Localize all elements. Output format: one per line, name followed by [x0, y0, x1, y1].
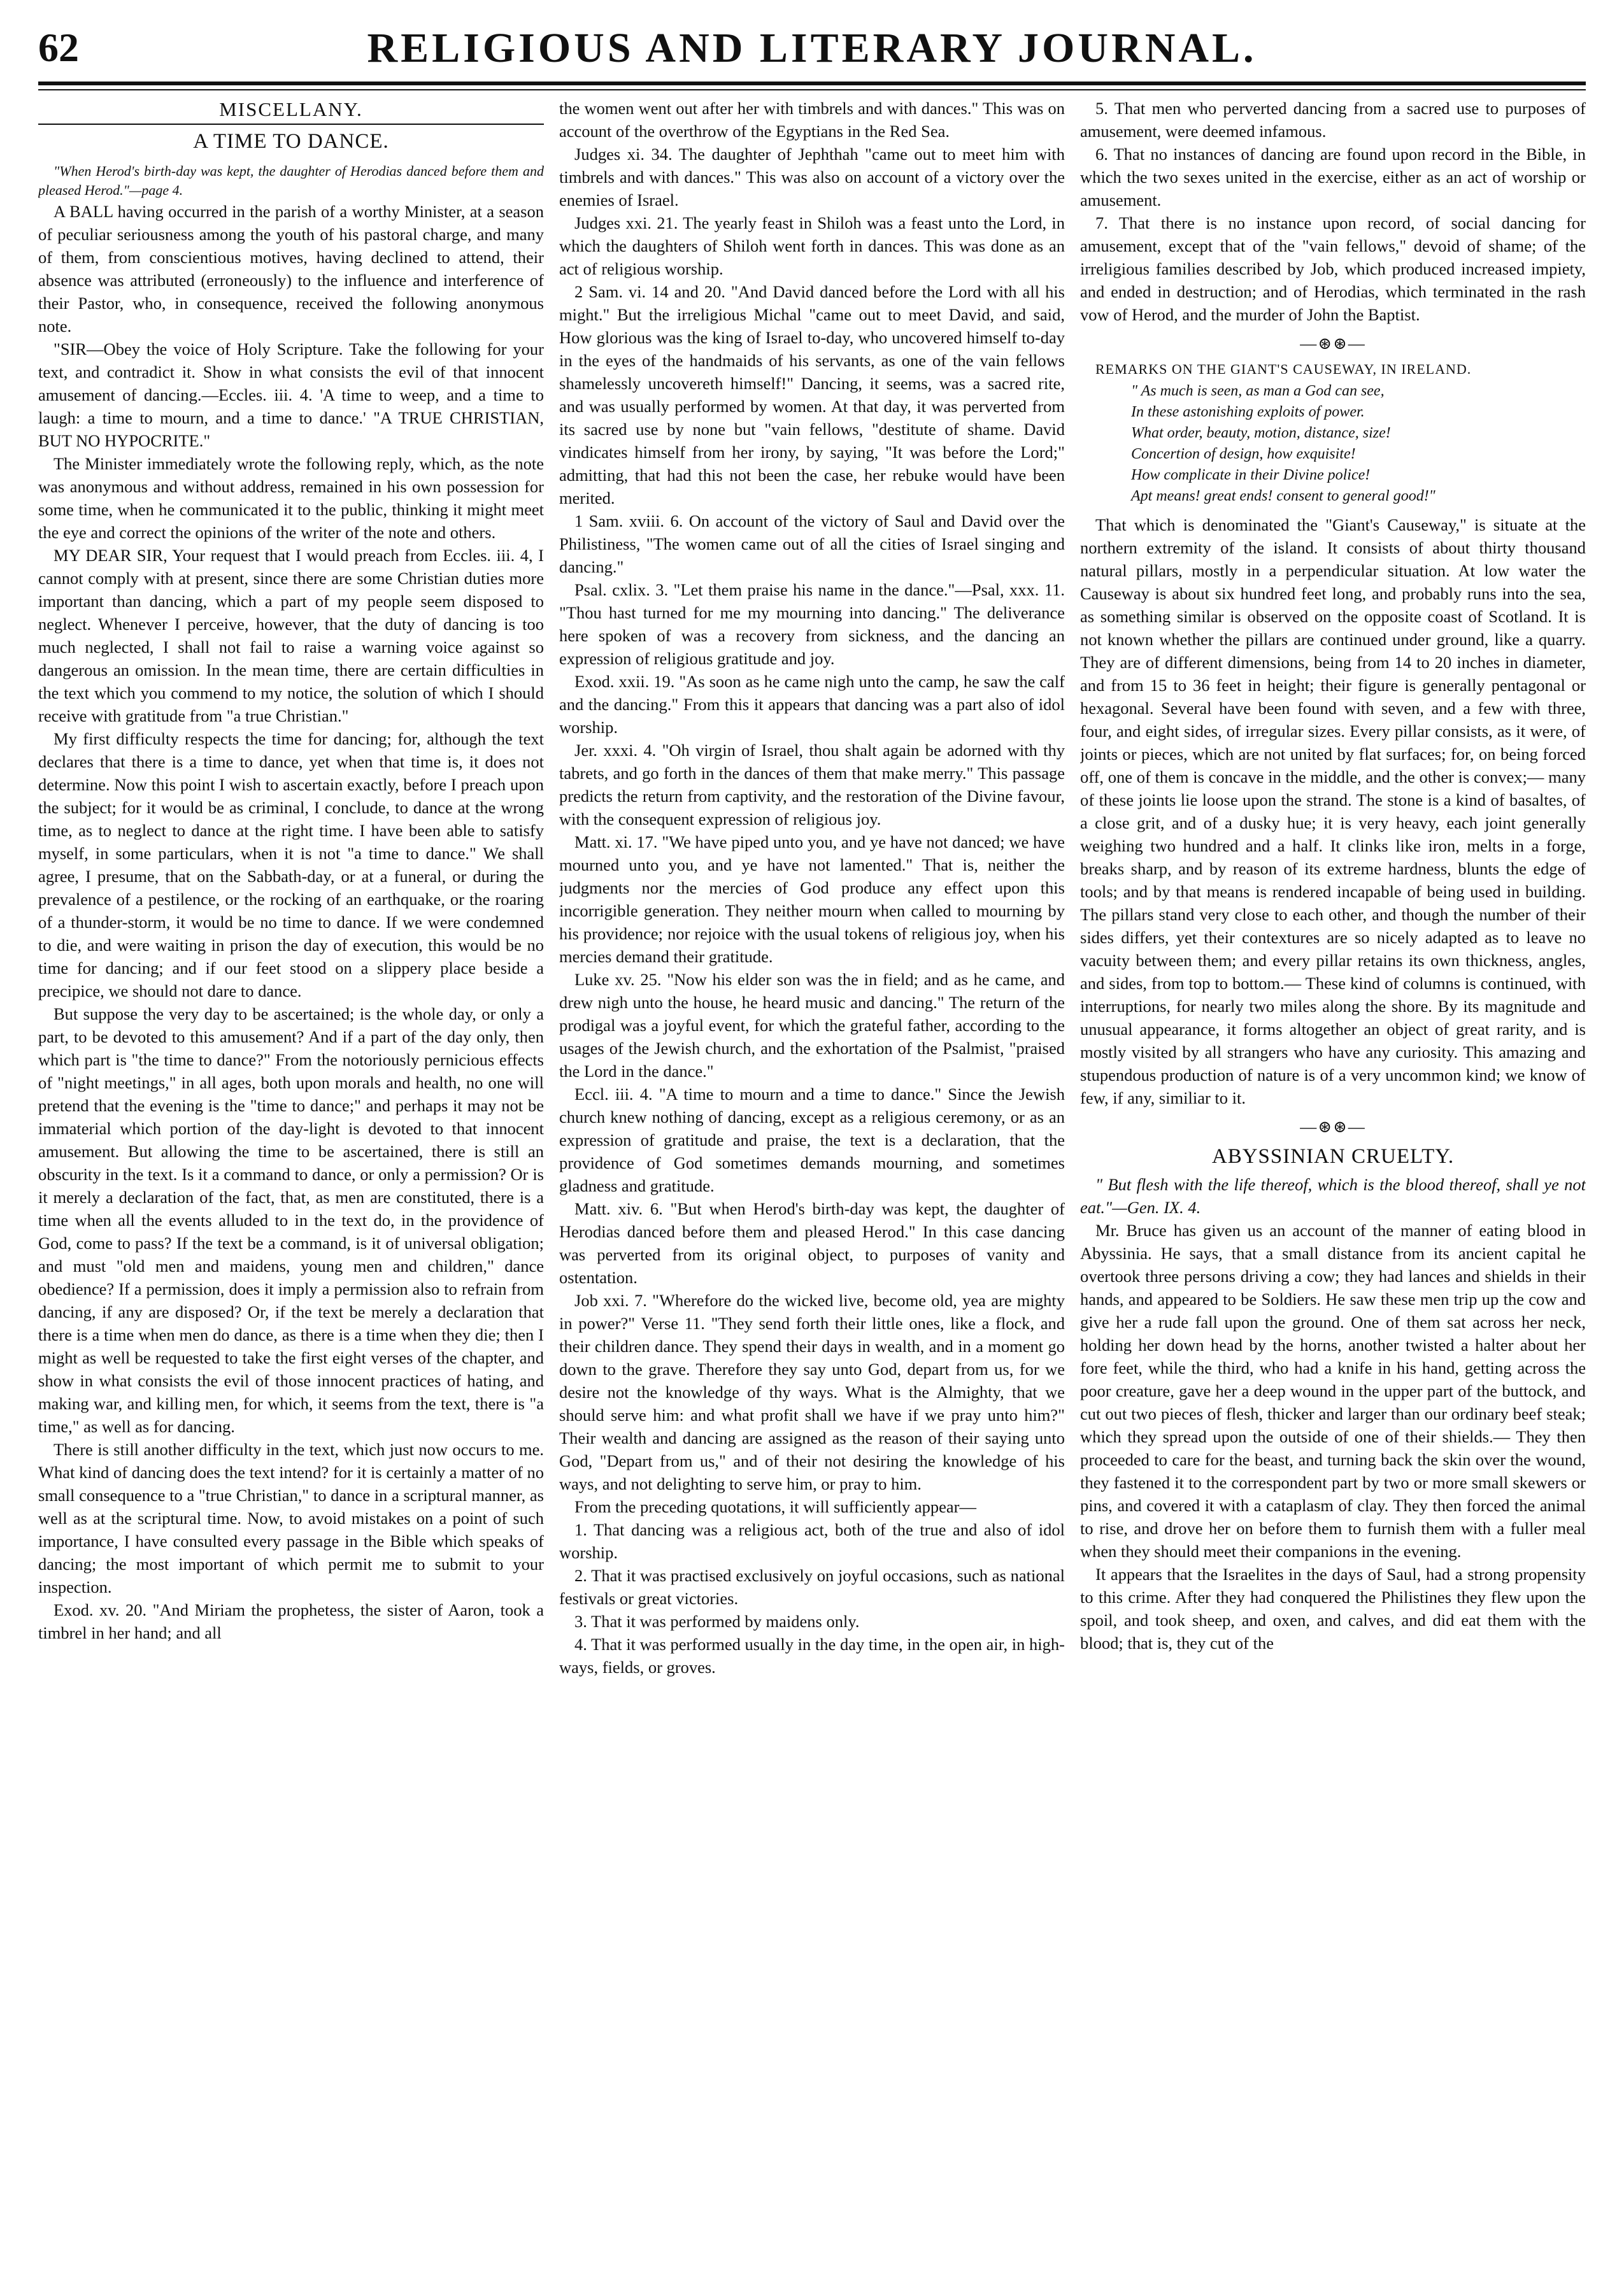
paragraph: 1 Sam. xviii. 6. On account of the victory of Saul and David over the Philistiness, "The women came out of all the cities of Israel singing and dancing." [559, 511, 1065, 576]
paragraph: From the preceding quotations, it will sufficiently appear— [574, 1497, 976, 1516]
verse-line: " As much is seen, as man a God can see, [1131, 383, 1385, 399]
list-item: 5. That men who perverted dancing from a sacred use to purposes of amusement, were deemed infamous. [1080, 99, 1586, 141]
text-columns [38, 97, 1586, 2273]
verse-line: Concertion of design, how exquisite! [1131, 446, 1356, 462]
journal-title: RELIGIOUS AND LITERARY JOURNAL. [367, 25, 1257, 71]
paragraph: Matt. xi. 17. "We have piped unto you, and ye have not danced; we have mourned unto you, and ye have not lamented." That is, neither the judgments nor the mercies of God produce any effect upon this incorrigible generation. They neither mourn when called to mourning by his providence; nor rejoice with the usual tokens of religious joy, when his mercies demand their gratitude. [559, 832, 1065, 966]
column-3 [1080, 97, 1586, 2273]
column-1 [38, 97, 544, 2273]
paragraph: Judges xi. 34. The daughter of Jephthah "came out to meet him with timbrels and with dances." This was also on account of a victory over the enemies of Israel. [559, 145, 1065, 210]
paragraph: But suppose the very day to be ascertained; is the whole day, or only a part, to be devoted to this amusement? And if a part of the day only, then which part is "the time to dance?" From the notoriously pernicious effects of "night meetings," in all ages, both upon morals and health, no one will pretend that the evening is the "time to dance;" and perhaps it may not be immaterial which portion of the day-light is devoted to that innocent amusement. But allowing the time to be ascertained, there is still an obscurity in the text. Is it a command to dance, or only a permission? Or is it merely a declaration of the fact, that, as men are constituted, there is a time when all the events alluded to in the text do, in the providence of God, come to pass? If the text be a command, is it of universal obligation; and must "old men and maidens, young men and children," dance obedience? If a permission, does it imply a permission also to refrain from dancing, if any are disposed? Or, if the text be merely a declaration that there is a time when men do dance, as there is a time when they die; then I might as well be requested to take the first eight verses of the chapter, and show in what consists the evil of those innocent practices of hating, and making war, and killing men, for which, it seems from the text, there is "a time," as well as for dancing. [38, 1004, 544, 1436]
list-item: 2. That it was practised exclusively on joyful occasions, such as national festivals or great victories. [559, 1566, 1065, 1608]
paragraph: Eccl. iii. 4. "A time to mourn and a time to dance." Since the Jewish church knew nothing of dancing, except as a religious ceremony, or as an expression of gratitude and praise, the text is a declaration, that the providence of God sometimes demands mourning, and sometimes gladness and gratitude. [559, 1085, 1065, 1195]
paragraph: Job xxi. 7. "Wherefore do the wicked live, become old, yea are mighty in power?" Verse 11. "They send forth their little ones, like a flock, and their children dance. They spend their days in wealth, and in a moment go down to the grave. Therefore they say unto God, depart from us, for we desire not the knowledge of thy ways. What is the Almighty, that we should serve him: and what profit shall we have if we pray unto him?" Their wealth and dancing are assigned as the reason of their saying unto God, "Depart from us," and of their not desiring the knowledge of his ways, and not delighting to serve him, or pray to him. [559, 1291, 1065, 1493]
verse-line: How complicate in their Divine police! [1131, 467, 1371, 483]
list-item: 4. That it was performed usually in the day time, in the open air, in high-ways, fields, or groves. [559, 1635, 1065, 1677]
paragraph: That which is denominated the "Giant's Causeway," is situate at the northern extremity of the island. It consists of about thirty thousand natural pillars, mostly in a perpendicular situation. At low water the Causeway is about six hundred feet long, and probably runs into the sea, as something similar is observed on the opposite coast of Scotland. It is not known whether the pillars are continued under ground, like a quarry. They are of different dimensions, being from 14 to 20 inches in diameter, and from 15 to 36 feet in height; their figure is generally pentagonal or hexagonal. Several have been found with seven, and a few with three, four, and eight sides, of irregular sizes. Every pillar consists, as it were, of joints or pieces, which are not united by flat surfaces; for, on being forced off, one of them is concave in the middle, and the other is convex;— many of these joints lie loose upon the strand. The stone is a kind of basaltes, of a close grit, and of a dusky hue; it is very heavy, each joint generally weighing two hundred and a half. It clinks like iron, melts in a forge, breaks sharp, and by reason of its extreme hardness, blunts the edge of tools; and by that means is rendered incapable of being used in building. The pillars stand very close to each other, and though the number of their sides differs, yet their contextures are so nicely adapted as to leave no vacuity between them; and every pillar retains its own thickness, angles, and sides, from top to bottom.— These kind of columns is continued, with interruptions, for nearly two miles along the shore. By its magnitude and unusual appearance, it forms altogether an object of great rarity, and is mostly visited by all strangers who have any curiosity. This amazing and stupendous production of nature is of a very uncommon kind; we know of few, if any, similiar to it. [1080, 515, 1586, 1107]
masthead [38, 19, 1586, 96]
article-epigraph: " But flesh with the life thereof, which is the blood thereof, shall ye not eat."—Gen. IX. 4. [1080, 1175, 1586, 1217]
journal-page [38, 19, 1586, 2273]
paragraph: Mr. Bruce has given us an account of the manner of eating blood in Abyssinia. He says, that a small distance from its ancient capital he overtook three persons driving a cow; they had lances and shields in their hands, and appeared to be Soldiers. He saw these men trip up the cow and give her a rude fall upon the ground. One of them sat across her neck, holding her down head by the horns, another twisted a halter about her fore feet, while the third, who had a knife in his hand, getting across the poor creature, gave her a deep wound in the upper part of the buttock, and cut out two pieces of flesh, thicker and larger than our ordinary beef steak; which they spread upon the outside of one of their shields.— They then proceeded to care for the beast, and turning back the skin over the wound, they fastened it to the correspondent part by two or more small skewers or pins, and covered it with a cataplasm of clay. They then forced the animal to rise, and drove her on before them to furnish them with a fuller meal when they should meet their companions in the evening. [1080, 1221, 1586, 1561]
paragraph: Exod. xv. 20. "And Miriam the prophetess, the sister of Aaron, took a timbrel in her hand; and all [38, 1600, 544, 1642]
masthead-rule-thick [38, 82, 1586, 85]
paragraph: It appears that the Israelites in the days of Saul, had a strong propensity to this crime. After they had conquered the Philistines they flew upon the spoil, and took sheep, and oxen, and calves, and did eat them with the blood; that is, they cut of the [1080, 1565, 1586, 1653]
paragraph: There is still another difficulty in the text, which just now occurs to me. What kind of dancing does the text intend? for it is certainly a matter of no small consequence to a "true Christian," to dance in a scriptural manner, as well as at the scriptural time. Now, to avoid mistakes on a point of such importance, I have consulted every passage in the Bible which speaks of dancing; the most important of which permit me to submit to your inspection. [38, 1440, 544, 1597]
paragraph: A BALL having occurred in the parish of a worthy Minister, at a season of peculiar seriousness among the youth of his pastoral charge, and many of them, from conscientious motives, having declined to attend, their absence was attributed (erroneously) to the influence and interference of their Pastor, who, in consequence, received the following anonymous note. [38, 202, 544, 336]
paragraph: MY DEAR SIR, Your request that I would preach from Eccles. iii. 4, I cannot comply with at present, since there are some Christian duties more important than dancing, which a part of my people seem disposed to neglect. Whenever I perceive, however, that the duty of dancing is too much neglected, I shall not fail to raise a warning voice against so dangerous an omission. In the mean time, there are certain difficulties in the text which you commend to my notice, the solution of which I should receive with gratitude from "a true Christian." [38, 546, 544, 725]
ornament-divider: —⊛⊛— [1300, 334, 1366, 353]
verse-line: In these astonishing exploits of power. [1131, 404, 1365, 420]
page-number: 62 [38, 25, 79, 70]
causeway-heading: REMARKS ON THE GIANT'S CAUSEWAY, IN IRELAND. [1095, 361, 1472, 377]
article-title: A TIME TO DANCE. [193, 130, 389, 153]
paragraph: Psal. cxlix. 3. "Let them praise his name in the dance."—Psal, xxx. 11. "Thou hast turned for me my mourning into dancing." The deliverance here spoken of was a recovery from sickness, and the dancing an expression of religious gratitude and joy. [559, 580, 1065, 668]
masthead-rule-thin [38, 89, 1586, 90]
verse-line: Apt means! great ends! consent to general good!" [1131, 488, 1435, 504]
column-2 [559, 97, 1065, 2273]
paragraph: The Minister immediately wrote the following reply, which, as the note was anonymous and without address, remained in his own possession for some time, when he communicated it to the public, thinking it might meet the eye and correct the opinions of the writer of the note and others. [38, 454, 544, 542]
section-heading: MISCELLANY. [219, 98, 363, 120]
article-epigraph: "When Herod's birth-day was kept, the daughter of Herodias danced before them and pleased Herod."—page 4. [38, 163, 544, 198]
list-item: 6. That no instances of dancing are found upon record in the Bible, in which the two sexes united in the exercise, either as an act of worship or amusement. [1080, 145, 1586, 210]
paragraph: the women went out after her with timbrels and with dances." This was on account of the overthrow of the Egyptians in the Red Sea. [559, 99, 1065, 141]
paragraph: Jer. xxxi. 4. "Oh virgin of Israel, thou shalt again be adorned with thy tabrets, and go forth in the dances of them that make merry." This passage predicts the return from captivity, and the restoration of the Divine favour, with the consequent expression of religious joy. [559, 741, 1065, 829]
list-item: 1. That dancing was a religious act, both of the true and also of idol worship. [559, 1520, 1065, 1562]
verse-line: What order, beauty, motion, distance, size! [1131, 425, 1391, 441]
article-title: ABYSSINIAN CRUELTY. [1211, 1145, 1455, 1168]
list-item: 3. That it was performed by maidens only. [574, 1612, 860, 1631]
paragraph: Judges xxi. 21. The yearly feast in Shiloh was a feast unto the Lord, in which the daughters of Shiloh went forth in dances. This was done as an act of religious worship. [559, 213, 1065, 278]
ornament-divider: —⊛⊛— [1300, 1118, 1366, 1136]
paragraph: Exod. xxii. 19. "As soon as he came nigh unto the camp, he saw the calf and the dancing." From this it appears that dancing was a part also of idol worship. [559, 672, 1065, 737]
paragraph: My first difficulty respects the time for dancing; for, although the text declares that there is a time to dance, yet when that time is, it does not determine. Now this point I wish to ascertain exactly, before I preach upon the subject; for it would be as criminal, I conclude, to dance at the wrong time, as to neglect to dance at the right time. I have been able to satisfy myself, in some particulars, when it is not "a time to dance." We shall agree, I presume, that on the Sabbath-day, or at a funeral, or during the prevalence of a pestilence, or the rocking of an earthquake, or the roaring of a thunder-storm, it would be no time to dance. If we were condemned to die, and were waiting in prison the day of execution, this would be no time for dancing; and if our feet stood on a slippery place beside a precipice, we should not dare to dance. [38, 729, 544, 1000]
paragraph: 2 Sam. vi. 14 and 20. "And David danced before the Lord with all his might." But the irreligious Michal "came out to meet David, and said, How glorious was the king of Israel to-day, who uncovered himself to-day in the eyes of the handmaids of his servants, as one of the vain fellows shamelessly uncovereth himself!" Dancing, it seems, was a sacred rite, and was usually performed by women. At that day, it was perverted from its sacred use by none but "vain fellows, "destitute of shame. David vindicates himself from her irony, by saying, "It was before the Lord;" admitting, that had this not been the case, her rebuke would have been merited. [559, 282, 1065, 508]
paragraph: "SIR—Obey the voice of Holy Scripture. Take the following for your text, and contradict it. Show in what consists the evil of that innocent amusement of dancing.—Eccles. iii. 4. 'A time to weep, and a time to laugh: a time to mourn, and a time to dance.' "A TRUE CHRISTIAN, BUT NO HYPOCRITE." [38, 339, 544, 450]
verse-block [1080, 381, 1586, 507]
paragraph: Matt. xiv. 6. "But when Herod's birth-day was kept, the daughter of Herodias danced before them and pleased Herod." In this case dancing was perverted from its original object, to purposes of vanity and ostentation. [559, 1199, 1065, 1287]
list-item: 7. That there is no instance upon record, of social dancing for amusement, except that of the "vain fellows," devoid of shame; of the irreligious families described by Job, which produced increased impiety, and ended in destruction; and of Herodias, which terminated in the rash vow of Herod, and the murder of John the Baptist. [1080, 213, 1586, 324]
paragraph: Luke xv. 25. "Now his elder son was the in field; and as he came, and drew nigh unto the house, he heard music and dancing." The return of the prodigal was a joyful event, for which the grateful father, according to the usages of the Jewish church, and the exhortation of the Psalmist, "praised the Lord in the dance." [559, 970, 1065, 1081]
section-divider [38, 124, 544, 125]
